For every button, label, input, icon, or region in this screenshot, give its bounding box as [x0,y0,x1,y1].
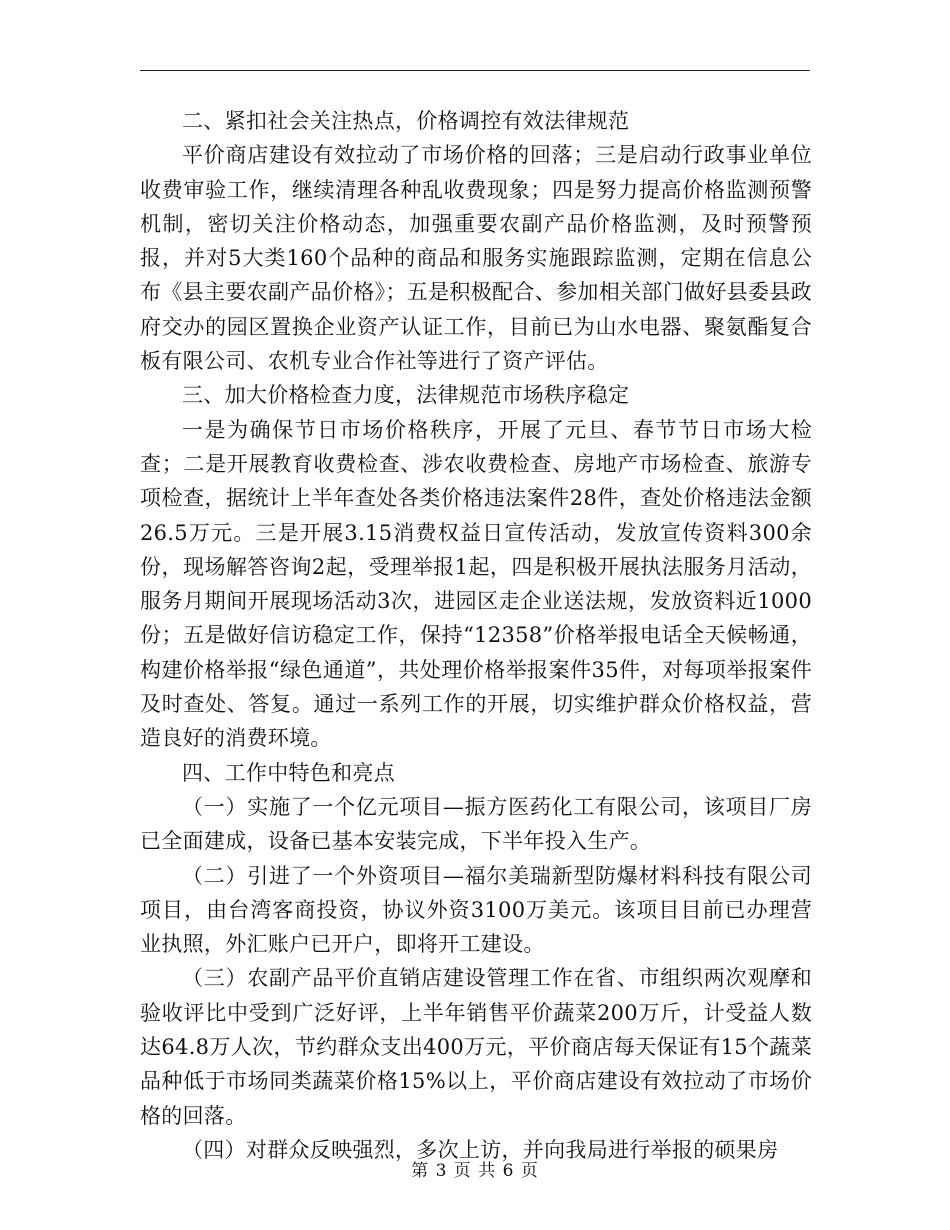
heading-section-2: 二、紧扣社会关注热点，价格调控有效法律规范 [182,109,630,133]
paragraph: （一）实施了一个亿元项目—振方医药化工有限公司，该项目厂房已全面建成，设备已基本安装完成，下半年投入生产。 [140,794,812,854]
paragraph: 一是为确保节日市场价格秩序，开展了元旦、春节节日市场大检查；二是开展教育收费检查、涉农收费检查、房地产市场检查、旅游专项检查，据统计上半年查处各类价格违法案件28件，查处价格违法金额26.5万元。三是开展3.15消费权益日宣传活动，发放宣传资料300余份，现场解答咨询2起，受理举报1起，四是积极开展执法服务月活动，服务月期间开展现场活动3次，进园区走企业送法规，发放资料近1000份；五是做好信访稳定工作，保持“12358”价格举报电话全天候畅通，构建价格举报“绿色通道”，共处理价格举报案件35件，对每项举报案件及时查处、答复。通过一系列工作的开展，切实维护群众价格权益，营造良好的消费环境。 [140,417,812,751]
paragraph: （四）对群众反映强烈，多次上访，并向我局进行举报的硕果房 [182,1137,779,1162]
page-number: 第 3 页 共 6 页 [411,1161,539,1181]
document-body [140,104,812,1167]
paragraph: （二）引进了一个外资项目—福尔美瑞新型防爆材料科技有限公司项目，由台湾客商投资，协议外资3100万美元。该项目目前已办理营业执照，外汇账户已开户，即将开工建设。 [140,863,812,957]
heading-section-3: 三、加大价格检查力度，法律规范市场秩序稳定 [182,383,630,408]
paragraph: （三）农副产品平价直销店建设管理工作在省、市组织两次观摩和验收评比中受到广泛好评，上半年销售平价蔬菜200万斤，计受益人数达64.8万人次，节约群众支出400万元，平价商店每天保证有15个蔬菜品种低于市场同类蔬菜价格15%以上，平价商店建设有效拉动了市场价格的回落。 [140,966,812,1128]
heading-section-4: 四、工作中特色和亮点 [182,760,395,785]
paragraph: 平价商店建设有效拉动了市场价格的回落；三是启动行政事业单位收费审验工作，继续清理各种乱收费现象；四是努力提高价格监测预警机制，密切关注价格动态，加强重要农副产品价格监测，及时预警预报，并对5大类160个品种的商品和服务实施跟踪监测，定期在信息公布《县主要农副产品价格》；五是积极配合、参加相关部门做好县委县政府交办的园区置换企业资产认证工作，目前已为山水电器、聚氨酯复合板有限公司、农机专业合作社等进行了资产评估。 [140,143,812,374]
header-rule [140,70,810,71]
